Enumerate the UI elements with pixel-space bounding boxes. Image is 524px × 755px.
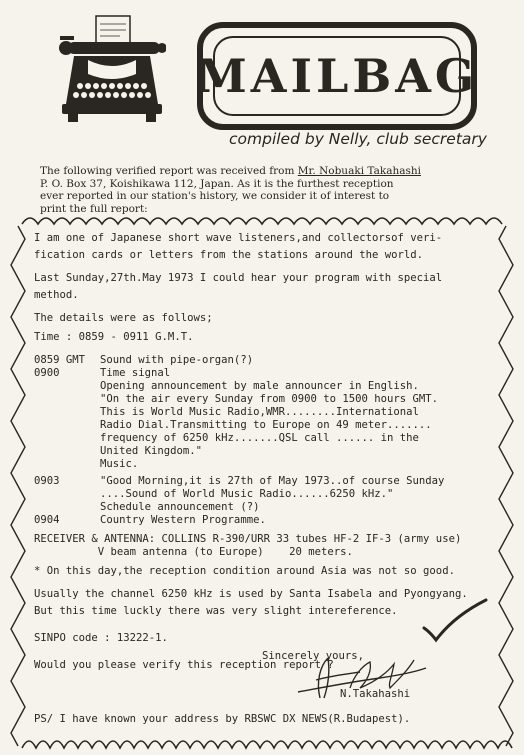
- log-time: 0904: [34, 514, 60, 526]
- intro-line-2: P. O. Box 37, Koishikawa 112, Japan. As it is the furthest reception: [40, 177, 394, 190]
- log-line: Music.: [100, 458, 139, 470]
- intro-line-4: print the full report:: [40, 202, 148, 215]
- log-entry: [34, 367, 504, 471]
- log-line: Schedule announcement (?): [100, 501, 260, 513]
- log-line: ....Sound of World Music Radio......6250 kHz.": [100, 488, 394, 500]
- letter-para-1a: I am one of Japanese short wave listeners,and collectorsof veri-: [34, 232, 443, 244]
- signature-name: N.Takahashi: [340, 688, 411, 700]
- receiver-line-1: RECEIVER & ANTENNA: COLLINS R-390/URR 33 tubes HF-2 IF-3 (army use): [34, 533, 462, 545]
- mailbag-title-box: [197, 22, 477, 130]
- sender-name: Mr. Nobuaki Takahashi: [297, 165, 421, 177]
- letter-para-3: The details were as follows;: [34, 312, 213, 324]
- intro-line-1: The following verified report was received from: [40, 165, 298, 177]
- log-entry: [34, 475, 504, 514]
- checkmark-icon: [420, 598, 490, 644]
- log-entry: [34, 514, 504, 527]
- log-line: "On the air every Sunday from 0900 to 1500 hours GMT.: [100, 393, 439, 405]
- log-line: "Good Morning,it is 27th of May 1973..of course Sunday: [100, 475, 445, 487]
- receiver-line-2: V beam antenna (to Europe) 20 meters.: [34, 546, 353, 558]
- reception-note: * On this day,the reception condition around Asia was not so good.: [34, 565, 455, 577]
- log-line: This is World Music Radio,WMR........International: [100, 406, 419, 418]
- time-line: Time : 0859 - 0911 G.M.T.: [34, 331, 194, 343]
- log-time: 0900: [34, 367, 60, 379]
- intro-line-3: ever reported in our station's history, we consider it of interest to: [40, 190, 390, 202]
- letter-para-4a: Usually the channel 6250 kHz is used by Santa Isabela and Pyongyang.: [34, 588, 468, 600]
- letter-para-2b: method.: [34, 289, 79, 301]
- letter-para-4b: But this time luckly there was very slight intereference.: [34, 605, 398, 617]
- log-line: Opening announcement by male announcer in English.: [100, 380, 419, 392]
- log-line: United Kingdom.": [100, 445, 203, 457]
- letter-para-1b: fication cards or letters from the stations around the world.: [34, 249, 424, 261]
- compiled-by-caption: compiled by Nelly, club secretary: [229, 130, 487, 148]
- verify-request: Would you please verify this reception report ?: [34, 659, 334, 671]
- log-line: Time signal: [100, 367, 171, 379]
- log-time: 0859 GMT: [34, 354, 86, 366]
- log-line: frequency of 6250 kHz.......QSL call ...... in the: [100, 432, 419, 444]
- log-line: Radio Dial.Transmitting to Europe on 49 meter.......: [100, 419, 432, 431]
- postscript: PS/ I have known your address by RBSWC DX NEWS(R.Budapest).: [34, 713, 411, 725]
- log-line: Sound with pipe-organ(?): [100, 354, 254, 366]
- signoff: Sincerely yours,: [262, 650, 365, 662]
- sinpo-code: SINPO code : 13222-1.: [34, 632, 168, 644]
- broadcast-log: [34, 354, 504, 527]
- mailbag-title: MAILBAG: [195, 49, 479, 103]
- letter-para-2a: Last Sunday,27th.May 1973 I could hear your program with special: [34, 272, 443, 284]
- typewriter-icon: [58, 14, 166, 124]
- log-entry: [34, 354, 504, 367]
- log-line: Country Western Programme.: [100, 514, 266, 526]
- log-time: 0903: [34, 475, 60, 487]
